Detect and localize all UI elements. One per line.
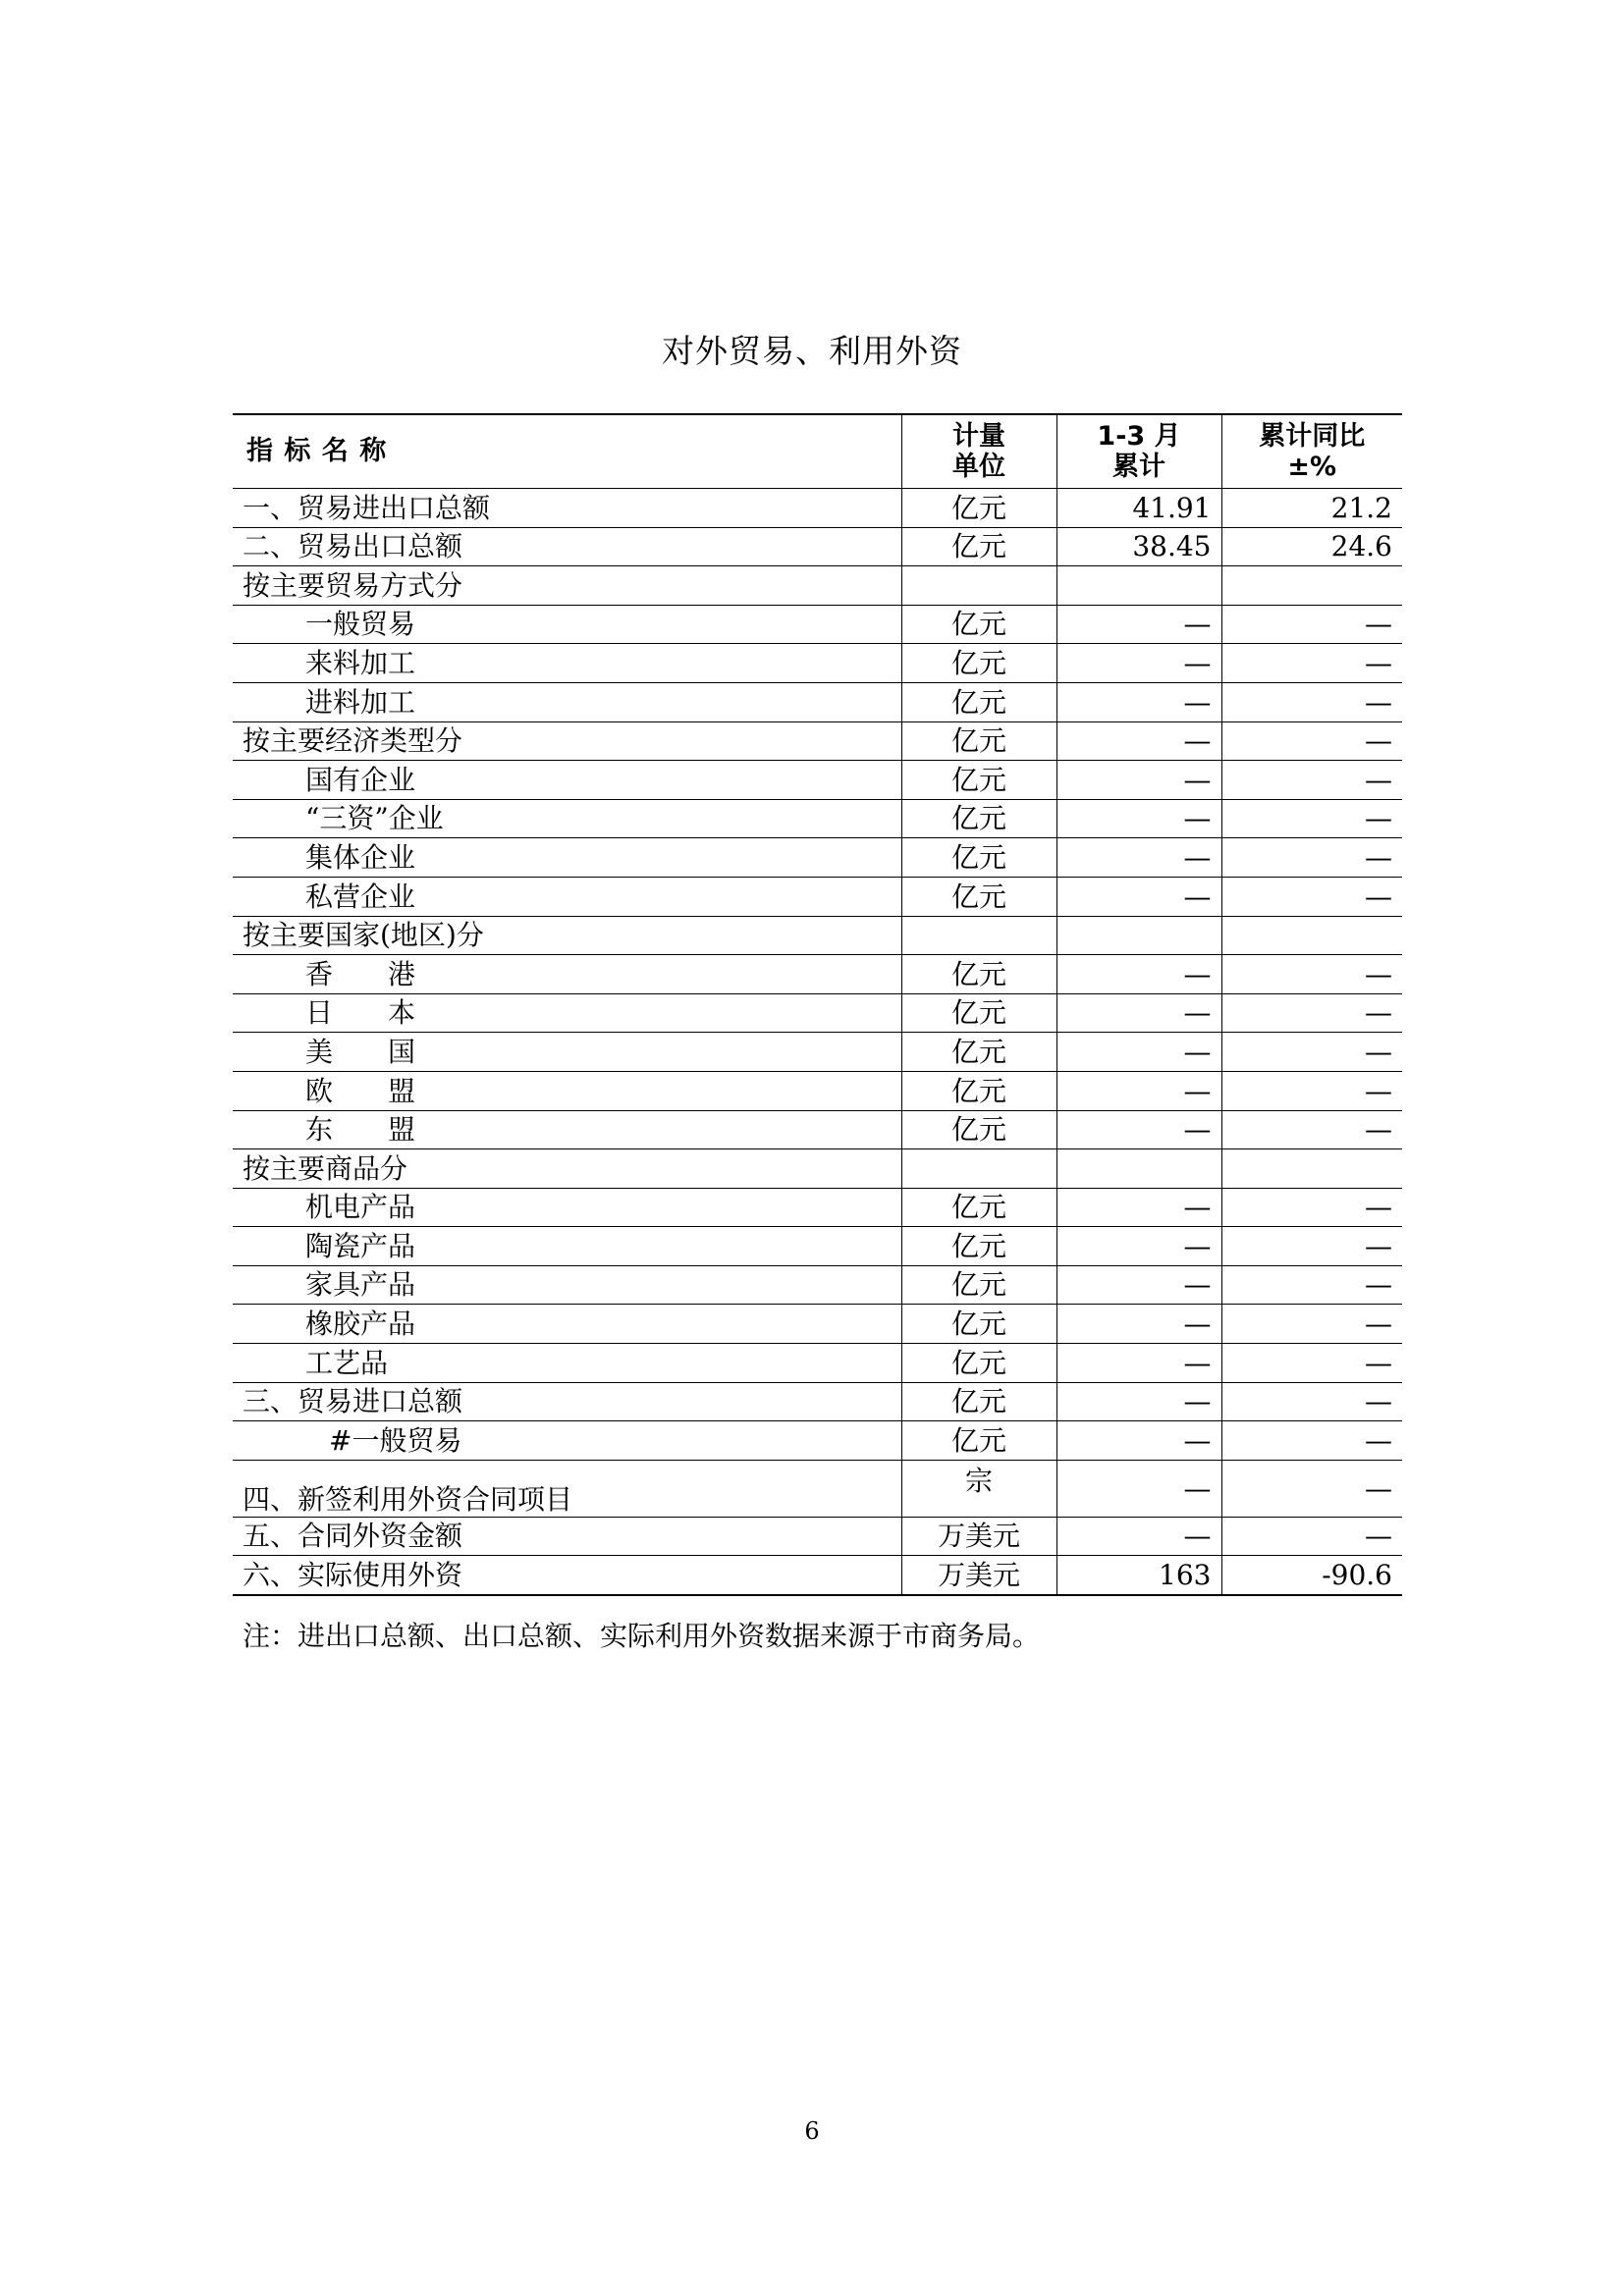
row-cumulative: — [1056,1033,1221,1072]
row-yoy: — [1221,1265,1402,1305]
row-unit: 亿元 [901,1227,1056,1266]
footnote: 注：进出口总额、出口总额、实际利用外资数据来源于市商务局。 [243,1620,1041,1652]
row-unit: 亿元 [901,644,1056,683]
table-row [233,1071,1402,1110]
row-unit: 亿元 [901,1265,1056,1305]
row-unit: 亿元 [901,761,1056,800]
row-name: 家具产品 [233,1265,901,1305]
row-unit: 亿元 [901,489,1056,528]
header-cumulative-line1: 1-3 月 [1097,420,1181,452]
row-unit: 亿元 [901,1382,1056,1421]
row-name: 一般贸易 [233,605,901,644]
table-row [233,838,1402,878]
row-yoy: — [1221,1460,1402,1517]
row-name: 来料加工 [233,644,901,683]
row-cumulative: — [1056,1344,1221,1383]
row-name: 进料加工 [233,682,901,721]
table-row [233,761,1402,800]
table-row [233,1149,1402,1189]
row-name: 美 国 [233,1033,901,1072]
table-row [233,527,1402,566]
row-yoy [1221,916,1402,955]
row-name: 集体企业 [233,838,901,878]
row-yoy: — [1221,1227,1402,1266]
row-unit [901,566,1056,606]
row-name: 五、合同外资金额 [233,1517,901,1556]
row-unit: 亿元 [901,721,1056,761]
table-row [233,1344,1402,1383]
row-yoy: — [1221,721,1402,761]
row-yoy: -90.6 [1221,1556,1402,1595]
row-cumulative [1056,566,1221,606]
row-cumulative: — [1056,838,1221,878]
table-row [233,1188,1402,1227]
row-unit: 万美元 [901,1517,1056,1556]
row-unit: 亿元 [901,605,1056,644]
row-name: 工艺品 [233,1344,901,1383]
table-row [233,1556,1402,1595]
table-header-row [233,414,1402,489]
row-cumulative: — [1056,993,1221,1033]
header-indicator-name: 指 标 名 称 [233,414,901,489]
row-yoy: — [1221,761,1402,800]
row-name: 一、贸易进出口总额 [233,489,901,528]
row-yoy: — [1221,955,1402,994]
table-row [233,1460,1402,1517]
header-yoy [1221,414,1402,489]
table-row [233,799,1402,838]
row-name: 三、贸易进口总额 [233,1382,901,1421]
row-yoy [1221,1149,1402,1189]
row-yoy: — [1221,799,1402,838]
row-yoy: — [1221,838,1402,878]
row-cumulative: 163 [1056,1556,1221,1595]
header-unit-line1: 计量 [952,420,1005,452]
table-row [233,993,1402,1033]
row-cumulative: — [1056,605,1221,644]
table-row [233,1382,1402,1421]
row-unit [901,916,1056,955]
row-unit: 亿元 [901,877,1056,916]
row-unit: 亿元 [901,993,1056,1033]
row-unit: 亿元 [901,838,1056,878]
row-name: 按主要经济类型分 [233,721,901,761]
row-yoy: — [1221,1305,1402,1344]
table-row [233,489,1402,528]
row-name: 橡胶产品 [233,1305,901,1344]
table-row [233,644,1402,683]
row-unit: 亿元 [901,1110,1056,1149]
row-cumulative: — [1056,1305,1221,1344]
row-unit [901,1149,1056,1189]
row-yoy [1221,566,1402,606]
table-row [233,566,1402,606]
row-name: 机电产品 [233,1188,901,1227]
row-yoy: — [1221,1517,1402,1556]
row-yoy: — [1221,993,1402,1033]
table-row [233,1305,1402,1344]
row-unit: 亿元 [901,1033,1056,1072]
row-cumulative: — [1056,955,1221,994]
page-title: 对外贸易、利用外资 [662,332,962,370]
row-cumulative: — [1056,1071,1221,1110]
row-cumulative: — [1056,1382,1221,1421]
row-yoy: — [1221,605,1402,644]
row-yoy: — [1221,1382,1402,1421]
row-yoy: — [1221,1033,1402,1072]
row-name: 东 盟 [233,1110,901,1149]
header-cumulative [1056,414,1221,489]
table-row [233,1517,1402,1556]
row-cumulative: — [1056,1421,1221,1461]
table-row [233,682,1402,721]
row-name: 按主要贸易方式分 [233,566,901,606]
table-row [233,955,1402,994]
row-yoy: — [1221,1421,1402,1461]
row-cumulative: — [1056,877,1221,916]
row-yoy: 21.2 [1221,489,1402,528]
row-yoy: 24.6 [1221,527,1402,566]
row-name: 四、新签利用外资合同项目 [233,1460,901,1517]
row-unit: 万美元 [901,1556,1056,1595]
table-row [233,1033,1402,1072]
row-cumulative: — [1056,644,1221,683]
row-unit: 亿元 [901,527,1056,566]
table-row [233,1421,1402,1461]
row-cumulative: — [1056,1517,1221,1556]
table-row [233,916,1402,955]
table-row [233,877,1402,916]
table-row [233,1227,1402,1266]
row-name: 按主要商品分 [233,1149,901,1189]
header-unit-line2: 单位 [952,452,1005,482]
row-unit: 亿元 [901,1305,1056,1344]
row-unit: 亿元 [901,682,1056,721]
row-unit: 亿元 [901,799,1056,838]
row-cumulative [1056,916,1221,955]
row-name: 二、贸易出口总额 [233,527,901,566]
row-name: 按主要国家(地区)分 [233,916,901,955]
table-row [233,721,1402,761]
row-cumulative: — [1056,1110,1221,1149]
table-row [233,1265,1402,1305]
header-cumulative-line2: 累计 [1112,452,1165,482]
row-name: 私营企业 [233,877,901,916]
row-yoy: — [1221,877,1402,916]
row-name: 香 港 [233,955,901,994]
row-name: 陶瓷产品 [233,1227,901,1266]
row-name: #一般贸易 [233,1421,901,1461]
row-name: 国有企业 [233,761,901,800]
page-number: 6 [804,2117,820,2145]
row-cumulative: — [1056,761,1221,800]
header-unit [901,414,1056,489]
row-name: 六、实际使用外资 [233,1556,901,1595]
row-unit: 宗 [901,1460,1056,1517]
table-row [233,1110,1402,1149]
row-cumulative: — [1056,682,1221,721]
row-cumulative: — [1056,1188,1221,1227]
row-unit: 亿元 [901,1421,1056,1461]
row-name: 欧 盟 [233,1071,901,1110]
row-cumulative: — [1056,1460,1221,1517]
row-unit: 亿元 [901,1344,1056,1383]
header-yoy-line2: ±% [1287,452,1337,482]
row-cumulative: 38.45 [1056,527,1221,566]
row-yoy: — [1221,1188,1402,1227]
header-yoy-line1: 累计同比 [1259,420,1366,452]
row-yoy: — [1221,644,1402,683]
row-name: “三资”企业 [233,799,901,838]
row-name: 日 本 [233,993,901,1033]
row-cumulative: 41.91 [1056,489,1221,528]
row-unit: 亿元 [901,955,1056,994]
trade-stats-table [233,413,1402,1596]
row-yoy: — [1221,1071,1402,1110]
row-cumulative: — [1056,721,1221,761]
row-cumulative: — [1056,799,1221,838]
row-yoy: — [1221,682,1402,721]
row-yoy: — [1221,1344,1402,1383]
row-cumulative: — [1056,1227,1221,1266]
table-row [233,605,1402,644]
row-cumulative [1056,1149,1221,1189]
row-unit: 亿元 [901,1188,1056,1227]
row-unit: 亿元 [901,1071,1056,1110]
row-yoy: — [1221,1110,1402,1149]
row-cumulative: — [1056,1265,1221,1305]
